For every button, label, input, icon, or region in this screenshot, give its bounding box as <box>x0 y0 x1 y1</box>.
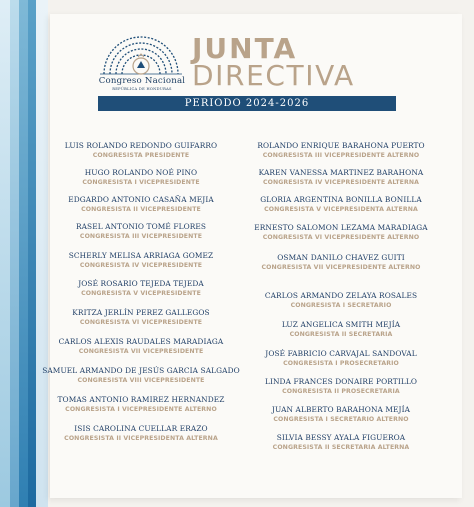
member-name: RASEL ANTONIO TOMÉ FLORES <box>75 222 207 231</box>
member-name: KAREN VANESSA MARTINEZ BARAHONA <box>258 168 424 177</box>
member-entry <box>41 395 241 414</box>
member-role: CONGRESISTA II SECRETARIA <box>289 331 393 338</box>
member-entry <box>41 366 241 385</box>
member-name: EDGARDO ANTONIO CASAÑA MEJIA <box>68 195 214 204</box>
hemicycle-icon <box>96 28 186 78</box>
member-entry <box>41 222 241 241</box>
member-entry <box>241 223 441 242</box>
member-entry <box>41 279 241 298</box>
logo-name: Congreso Nacional <box>98 76 186 86</box>
member-entry <box>41 195 241 214</box>
member-entry <box>241 320 441 339</box>
member-entry <box>241 195 441 214</box>
member-entry <box>41 337 241 356</box>
member-role: CONGRESISTA II SECRETARIA ALTERNA <box>272 444 410 451</box>
member-entry <box>241 141 441 160</box>
member-entry <box>241 405 441 424</box>
member-name: ERNESTO SALOMON LEZAMA MARADIAGA <box>254 223 428 232</box>
member-entry <box>41 141 241 160</box>
member-name: LUIS ROLANDO REDONDO GUIFARRO <box>64 141 218 150</box>
member-role: CONGRESISTA V VICEPRESIDENTA ALTERNA <box>264 206 418 213</box>
member-role: CONGRESISTA IV VICEPRESIDENTE <box>79 262 203 269</box>
member-role: CONGRESISTA VIII VICEPRESIDENTE <box>77 377 205 384</box>
member-name: CARLOS ARMANDO ZELAYA ROSALES <box>264 291 418 300</box>
member-role: CONGRESISTA VII VICEPRESIDENTE ALTERNO <box>261 264 421 271</box>
member-name: CARLOS ALEXIS RAUDALES MARADIAGA <box>58 337 224 346</box>
member-role: CONGRESISTA II PROSECRETARIA <box>282 388 400 395</box>
member-entry <box>241 433 441 452</box>
member-name: OSMAN DANILO CHAVEZ GUITI <box>277 253 405 262</box>
member-role: CONGRESISTA I PROSECRETARIO <box>283 360 399 367</box>
title-line2: DIRECTIVA <box>192 59 355 92</box>
member-entry <box>41 424 241 443</box>
period-label: PERIODO 2024-2026 <box>184 98 310 109</box>
member-role: CONGRESISTA VI VICEPRESIDENTE ALTERNO <box>262 234 420 241</box>
stripe <box>28 0 36 507</box>
member-name: SAMUEL ARMANDO DE JESÚS GARCIA SALGADO <box>42 366 240 375</box>
member-role: CONGRESISTA VI VICEPRESIDENTE <box>79 319 203 326</box>
member-role: CONGRESISTA II VICEPRESIDENTA ALTERNA <box>64 435 218 442</box>
member-role: CONGRESISTA V VICEPRESIDENTE <box>81 290 201 297</box>
member-entry <box>241 377 441 396</box>
member-role: CONGRESISTA PRESIDENTE <box>92 152 190 159</box>
member-name: LINDA FRANCES DONAIRE PORTILLO <box>264 377 418 386</box>
period-bar <box>98 96 396 111</box>
member-name: JOSÉ ROSARIO TEJEDA TEJEDA <box>78 279 204 288</box>
member-role: CONGRESISTA II VICEPRESIDENTE <box>81 206 201 213</box>
member-name: LUZ ANGELICA SMITH MEJÍA <box>281 320 401 329</box>
stripe <box>0 0 10 507</box>
stripe <box>19 0 28 507</box>
member-role: CONGRESISTA III VICEPRESIDENTE <box>79 233 203 240</box>
member-name: ISIS CAROLINA CUELLAR ERAZO <box>74 424 208 433</box>
member-role: CONGRESISTA I SECRETARIO ALTERNO <box>273 416 409 423</box>
member-name: KRITZA JERLÍN PEREZ GALLEGOS <box>72 308 210 317</box>
member-role: CONGRESISTA IV VICEPRESIDENTE ALTERNA <box>262 179 420 186</box>
member-name: ROLANDO ENRIQUE BARAHONA PUERTO <box>257 141 425 150</box>
member-entry <box>241 349 441 368</box>
member-entry <box>41 251 241 270</box>
member-name: TOMAS ANTONIO RAMIREZ HERNANDEZ <box>57 395 225 404</box>
member-entry <box>41 308 241 327</box>
member-name: GLORIA ARGENTINA BONILLA BONILLA <box>260 195 422 204</box>
member-role: CONGRESISTA VII VICEPRESIDENTE <box>78 348 204 355</box>
stripe <box>10 0 19 507</box>
member-role: CONGRESISTA III VICEPRESIDENTE ALTERNO <box>262 152 420 159</box>
member-entry <box>241 168 441 187</box>
member-entry <box>241 253 441 272</box>
member-role: CONGRESISTA I SECRETARIO <box>290 302 392 309</box>
logo-subtitle: REPÚBLICA DE HONDURAS <box>112 87 172 91</box>
member-entry <box>241 291 441 310</box>
member-name: JOSÉ FABRICIO CARVAJAL SANDOVAL <box>265 349 417 358</box>
member-role: CONGRESISTA I VICEPRESIDENTE ALTERNO <box>65 406 217 413</box>
member-name: SCHERLY MELISA ARRIAGA GOMEZ <box>68 251 214 260</box>
member-entry <box>41 168 241 187</box>
member-name: SILVIA BESSY AYALA FIGUEROA <box>276 433 406 442</box>
member-name: JUAN ALBERTO BARAHONA MEJÍA <box>271 405 411 414</box>
title-line1: JUNTA <box>192 32 298 65</box>
member-role: CONGRESISTA I VICEPRESIDENTE <box>82 179 200 186</box>
member-name: HUGO ROLANDO NOÉ PINO <box>84 168 198 177</box>
